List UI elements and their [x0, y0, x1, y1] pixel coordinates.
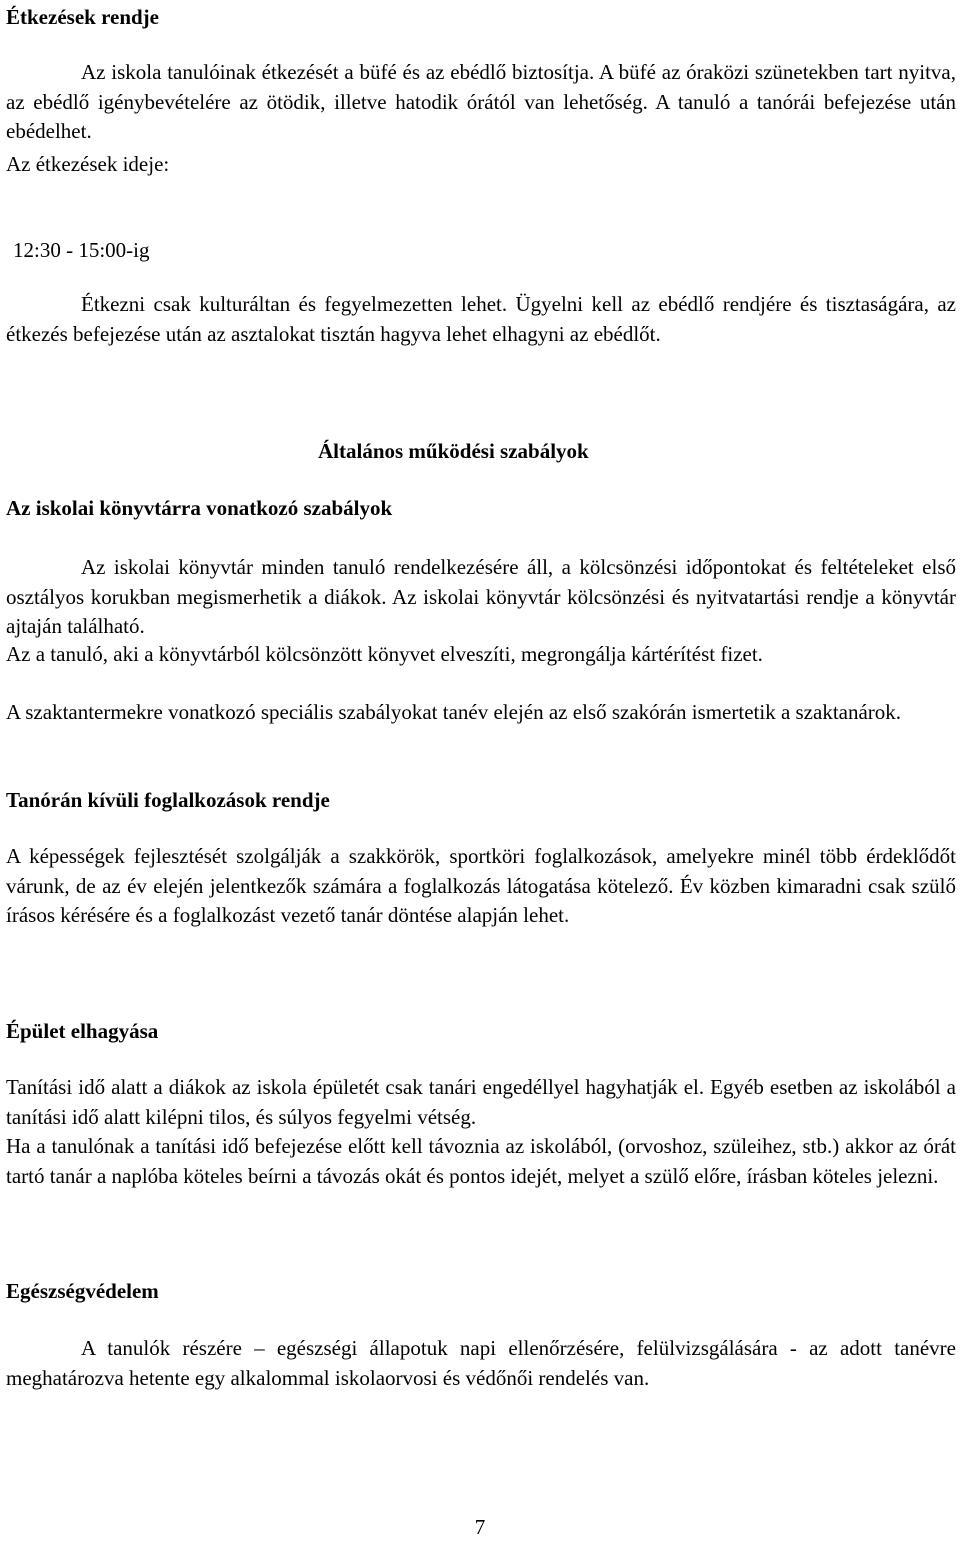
- meal-times-value: 12:30 - 15:00-ig: [13, 238, 150, 262]
- paragraph-egeszsegvedelem: A tanulók részére – egészségi állapotuk napi ellenőrzésére, felülvizsgálására - az adott tanévre meghatározva hetente egy alkalommal iskolaorvosi és védőnői rendelés van.: [6, 1336, 956, 1390]
- heading-konyvtar-szabalyok: Az iskolai könyvtárra vonatkozó szabályok: [6, 496, 393, 520]
- meal-times-label: Az étkezések ideje:: [6, 152, 170, 176]
- heading-altalanos-mukodesi-szabalyok: Általános működési szabályok: [318, 439, 589, 463]
- paragraph-tanoran-kivul: A képességek fejlesztését szolgálják a szakkörök, sportköri foglalkozások, amelyekre minél több érdeklődőt várunk, de az év elején jelentkezők számára a foglalkozás látogatása kötelező. Év közben kimaradni csak szülő írásos kérésére és a foglalkozást vezető tanár döntése alapján lehet.: [6, 844, 956, 927]
- paragraph-konyvtar-1: Az iskolai könyvtár minden tanuló rendelkezésére áll, a kölcsönzési időpontokat és feltételeket első osztályos korukban megismerhetik a diákok. Az iskolai könyvtár kölcsönzési és nyitvatartási rendje a könyvtár ajtaján található.: [6, 555, 956, 638]
- heading-epulet-elhagyasa: Épület elhagyása: [6, 1019, 159, 1043]
- paragraph-etkezes-2: Étkezni csak kulturáltan és fegyelmezetten lehet. Ügyelni kell az ebédlő rendjére és tisztaságára, az étkezés befejezése után az asztalokat tisztán hagyva lehet elhagyni az ebédlőt.: [6, 292, 956, 346]
- paragraph-epulet-1: Tanítási idő alatt a diákok az iskola épületét csak tanári engedéllyel hagyhatják el. Egyéb esetben az iskolából a tanítási idő alatt kilépni tilos, és súlyos fegyelmi vétség.: [6, 1075, 956, 1129]
- paragraph-epulet-2: Ha a tanulónak a tanítási idő befejezése előtt kell távoznia az iskolából, (orvoshoz, szüleihez, stb.) akkor az órát tartó tanár a naplóba köteles beírni a távozás okát és pontos idejét, melyet a szülő előre, írásban köteles jelezni.: [6, 1134, 956, 1188]
- paragraph-szaktantermek: A szaktantermekre vonatkozó speciális szabályokat tanév elején az első szakórán ismertetik a szaktanárok.: [6, 700, 902, 724]
- heading-tanoran-kivuli-foglalkozasok: Tanórán kívüli foglalkozások rendje: [6, 788, 330, 812]
- page-number: 7: [474, 1515, 486, 1539]
- paragraph-etkezes-1: Az iskola tanulóinak étkezését a büfé és az ebédlő biztosítja. A büfé az óraközi szünetekben tart nyitva, az ebédlő igénybevételére az ötödik, illetve hatodik órától van lehetőség. A tanuló a tanórái befejezése után ebédelhet.: [6, 60, 956, 143]
- heading-etkezesek-rendje: Étkezések rendje: [6, 5, 159, 29]
- paragraph-konyvtar-2: Az a tanuló, aki a könyvtárból kölcsönzött könyvet elveszíti, megrongálja kártérítést fizet.: [6, 642, 763, 666]
- heading-egeszsegvedelem: Egészségvédelem: [6, 1279, 159, 1303]
